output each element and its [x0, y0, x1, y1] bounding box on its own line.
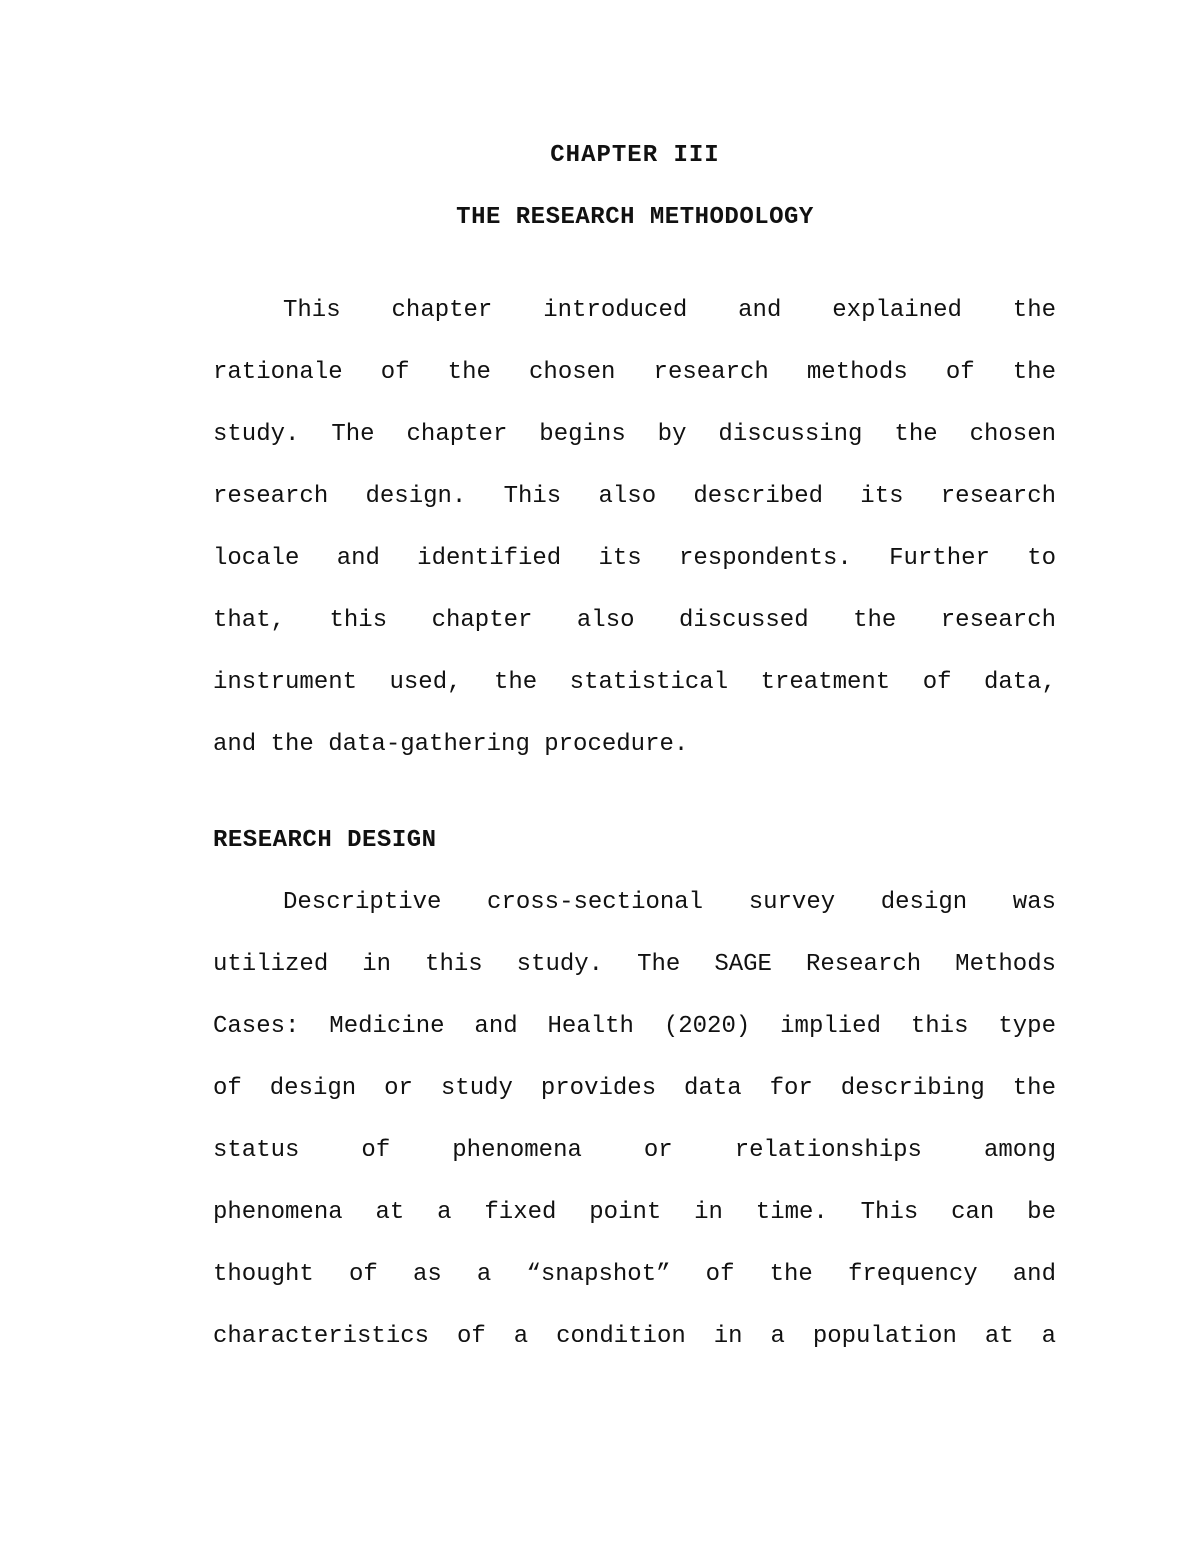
- paragraph-line: This chapter introduced and explained the: [283, 297, 1056, 324]
- paragraph-line: Cases: Medicine and Health (2020) implied this type: [213, 1013, 1056, 1040]
- paragraph-line: research design. This also described its research: [213, 483, 1056, 510]
- paragraph-line: phenomena at a fixed point in time. This can be: [213, 1199, 1056, 1226]
- paragraph-line: locale and identified its respondents. Further to: [213, 545, 1056, 572]
- paragraph-line: Descriptive cross-sectional survey design was: [283, 889, 1056, 916]
- paragraph-line: instrument used, the statistical treatment of data,: [213, 669, 1056, 696]
- paragraph-line: utilized in this study. The SAGE Research Methods: [213, 951, 1056, 978]
- paragraph-line: study. The chapter begins by discussing the chosen: [213, 421, 1056, 448]
- paragraph-line: status of phenomena or relationships among: [213, 1137, 1056, 1164]
- paragraph-line: thought of as a “snapshot” of the frequency and: [213, 1261, 1056, 1288]
- paragraph-line: of design or study provides data for describing the: [213, 1075, 1056, 1102]
- paragraph-line: characteristics of a condition in a population at a: [213, 1323, 1056, 1350]
- chapter-label: CHAPTER III: [550, 142, 720, 169]
- section-heading-research-design: RESEARCH DESIGN: [213, 827, 437, 854]
- chapter-title: THE RESEARCH METHODOLOGY: [456, 204, 814, 231]
- paragraph-line: rationale of the chosen research methods of the: [213, 359, 1056, 386]
- paragraph-line: that, this chapter also discussed the research: [213, 607, 1056, 634]
- paragraph-line: and the data-gathering procedure.: [213, 731, 689, 758]
